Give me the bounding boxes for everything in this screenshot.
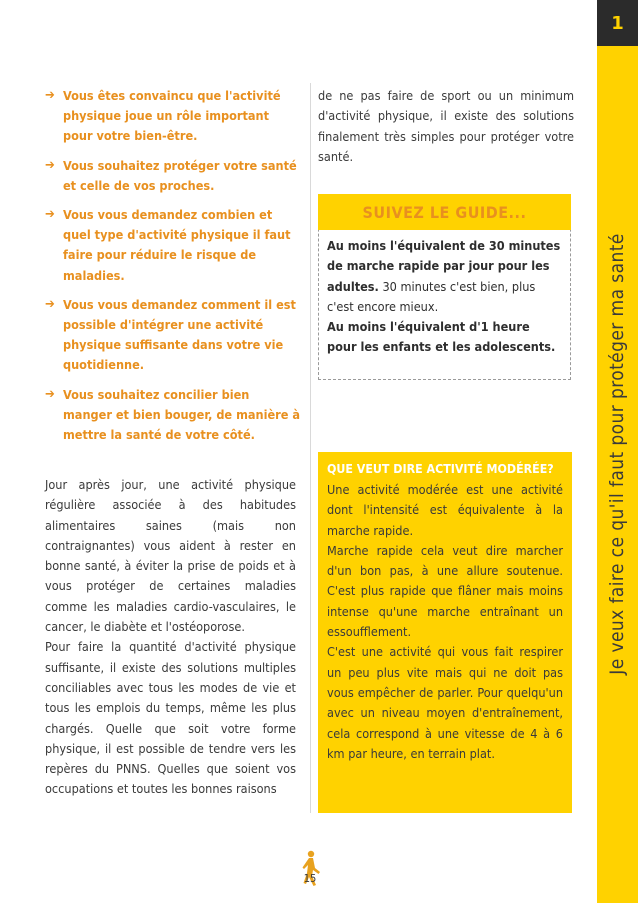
chapter-title: Je veux faire ce qu'il faut pour protéger ma santé <box>606 233 628 675</box>
guide-heading: SUIVEZ LE GUIDE... <box>318 194 571 230</box>
chapter-number: 1 <box>597 0 638 46</box>
arrow-right-icon: ➔ <box>45 296 55 312</box>
intro-bullet-list <box>45 86 300 454</box>
body-text-right: de ne pas faire de sport ou un minimum d'activité physique, il existe des solutions finalement très simples pour protéger votre santé. <box>318 88 574 164</box>
guide-body <box>327 236 563 358</box>
moderate-paragraph: Une activité modérée est une activité dont l'intensité est équivalente à la marche rapide. <box>327 482 563 538</box>
guide-recommendation-adults: Au moins l'équivalent de 30 minutes de marche rapide par jour pour les adultes. <box>327 238 561 294</box>
arrow-right-icon: ➔ <box>45 207 55 223</box>
bullet-item: ➔ Vous souhaitez protéger votre santé et celle de vos proches. <box>45 157 297 193</box>
arrow-right-icon: ➔ <box>45 386 55 402</box>
bullet-item: ➔ Vous vous demandez comment il est possible d'intégrer une activité physique suffisante dans votre vie quotidienne. <box>45 296 296 373</box>
bullet-item: ➔ Vous vous demandez combien et quel type d'activité physique il faut faire pour réduire le risque de maladies. <box>45 207 291 283</box>
moderate-paragraph: Marche rapide cela veut dire marcher d'un bon pas, à une allure soutenue. C'est plus rapide que flâner mais moins intense qu'une marche entraînant un essoufflement. <box>327 542 563 640</box>
guide-note: 30 minutes c'est bien, plus c'est encore mieux. <box>327 278 536 314</box>
body-paragraph: Pour faire la quantité d'activité physique suffisante, il existe des solutions multiples conciliables avec tous les modes de vie et tous les emplois du temps, même les plus chargés. Quelle que soit votre forme physique, il est possible de tendre vers les repères du PNNS. Quelles que soient vos occupations et toutes les bonnes raisons <box>45 639 296 797</box>
body-text-left <box>45 475 296 800</box>
body-paragraph: Jour après jour, une activité physique régulière associée à des habitudes alimentaires saines (mais non contraignantes) vous aident à rester en bonne santé, à éviter la prise de poids et à vous protéger de certaines maladies comme les maladies cardio-vasculaires, le cancer, le diabète et l'ostéoporose. <box>45 477 296 635</box>
moderate-paragraph: C'est une activité qui vous fait respirer un peu plus vite mais qui ne doit pas vous empêcher de parler. Pour quelqu'un avec un niveau moyen d'entraînement, cela correspond à une vitesse de 4 à 6 km par heure, en terrain plat. <box>327 644 563 761</box>
arrow-right-icon: ➔ <box>45 88 55 103</box>
bullet-item: ➔ Vous êtes convaincu que l'activité physique joue un rôle important pour votre bien-être. <box>45 88 281 144</box>
moderate-activity-title: QUE VEUT DIRE ACTIVITÉ MODÉRÉE? <box>327 462 554 476</box>
guide-recommendation-children: Au moins l'équivalent d'1 heure pour les enfants et les adolescents. <box>327 319 556 355</box>
page-number: 15 <box>303 872 317 885</box>
bullet-item: ➔ Vous souhaitez concilier bien manger et bien bouger, de manière à mettre la santé de votre côté. <box>45 386 301 443</box>
arrow-right-icon: ➔ <box>45 157 55 173</box>
moderate-activity-body <box>327 480 563 764</box>
column-divider <box>310 83 311 813</box>
